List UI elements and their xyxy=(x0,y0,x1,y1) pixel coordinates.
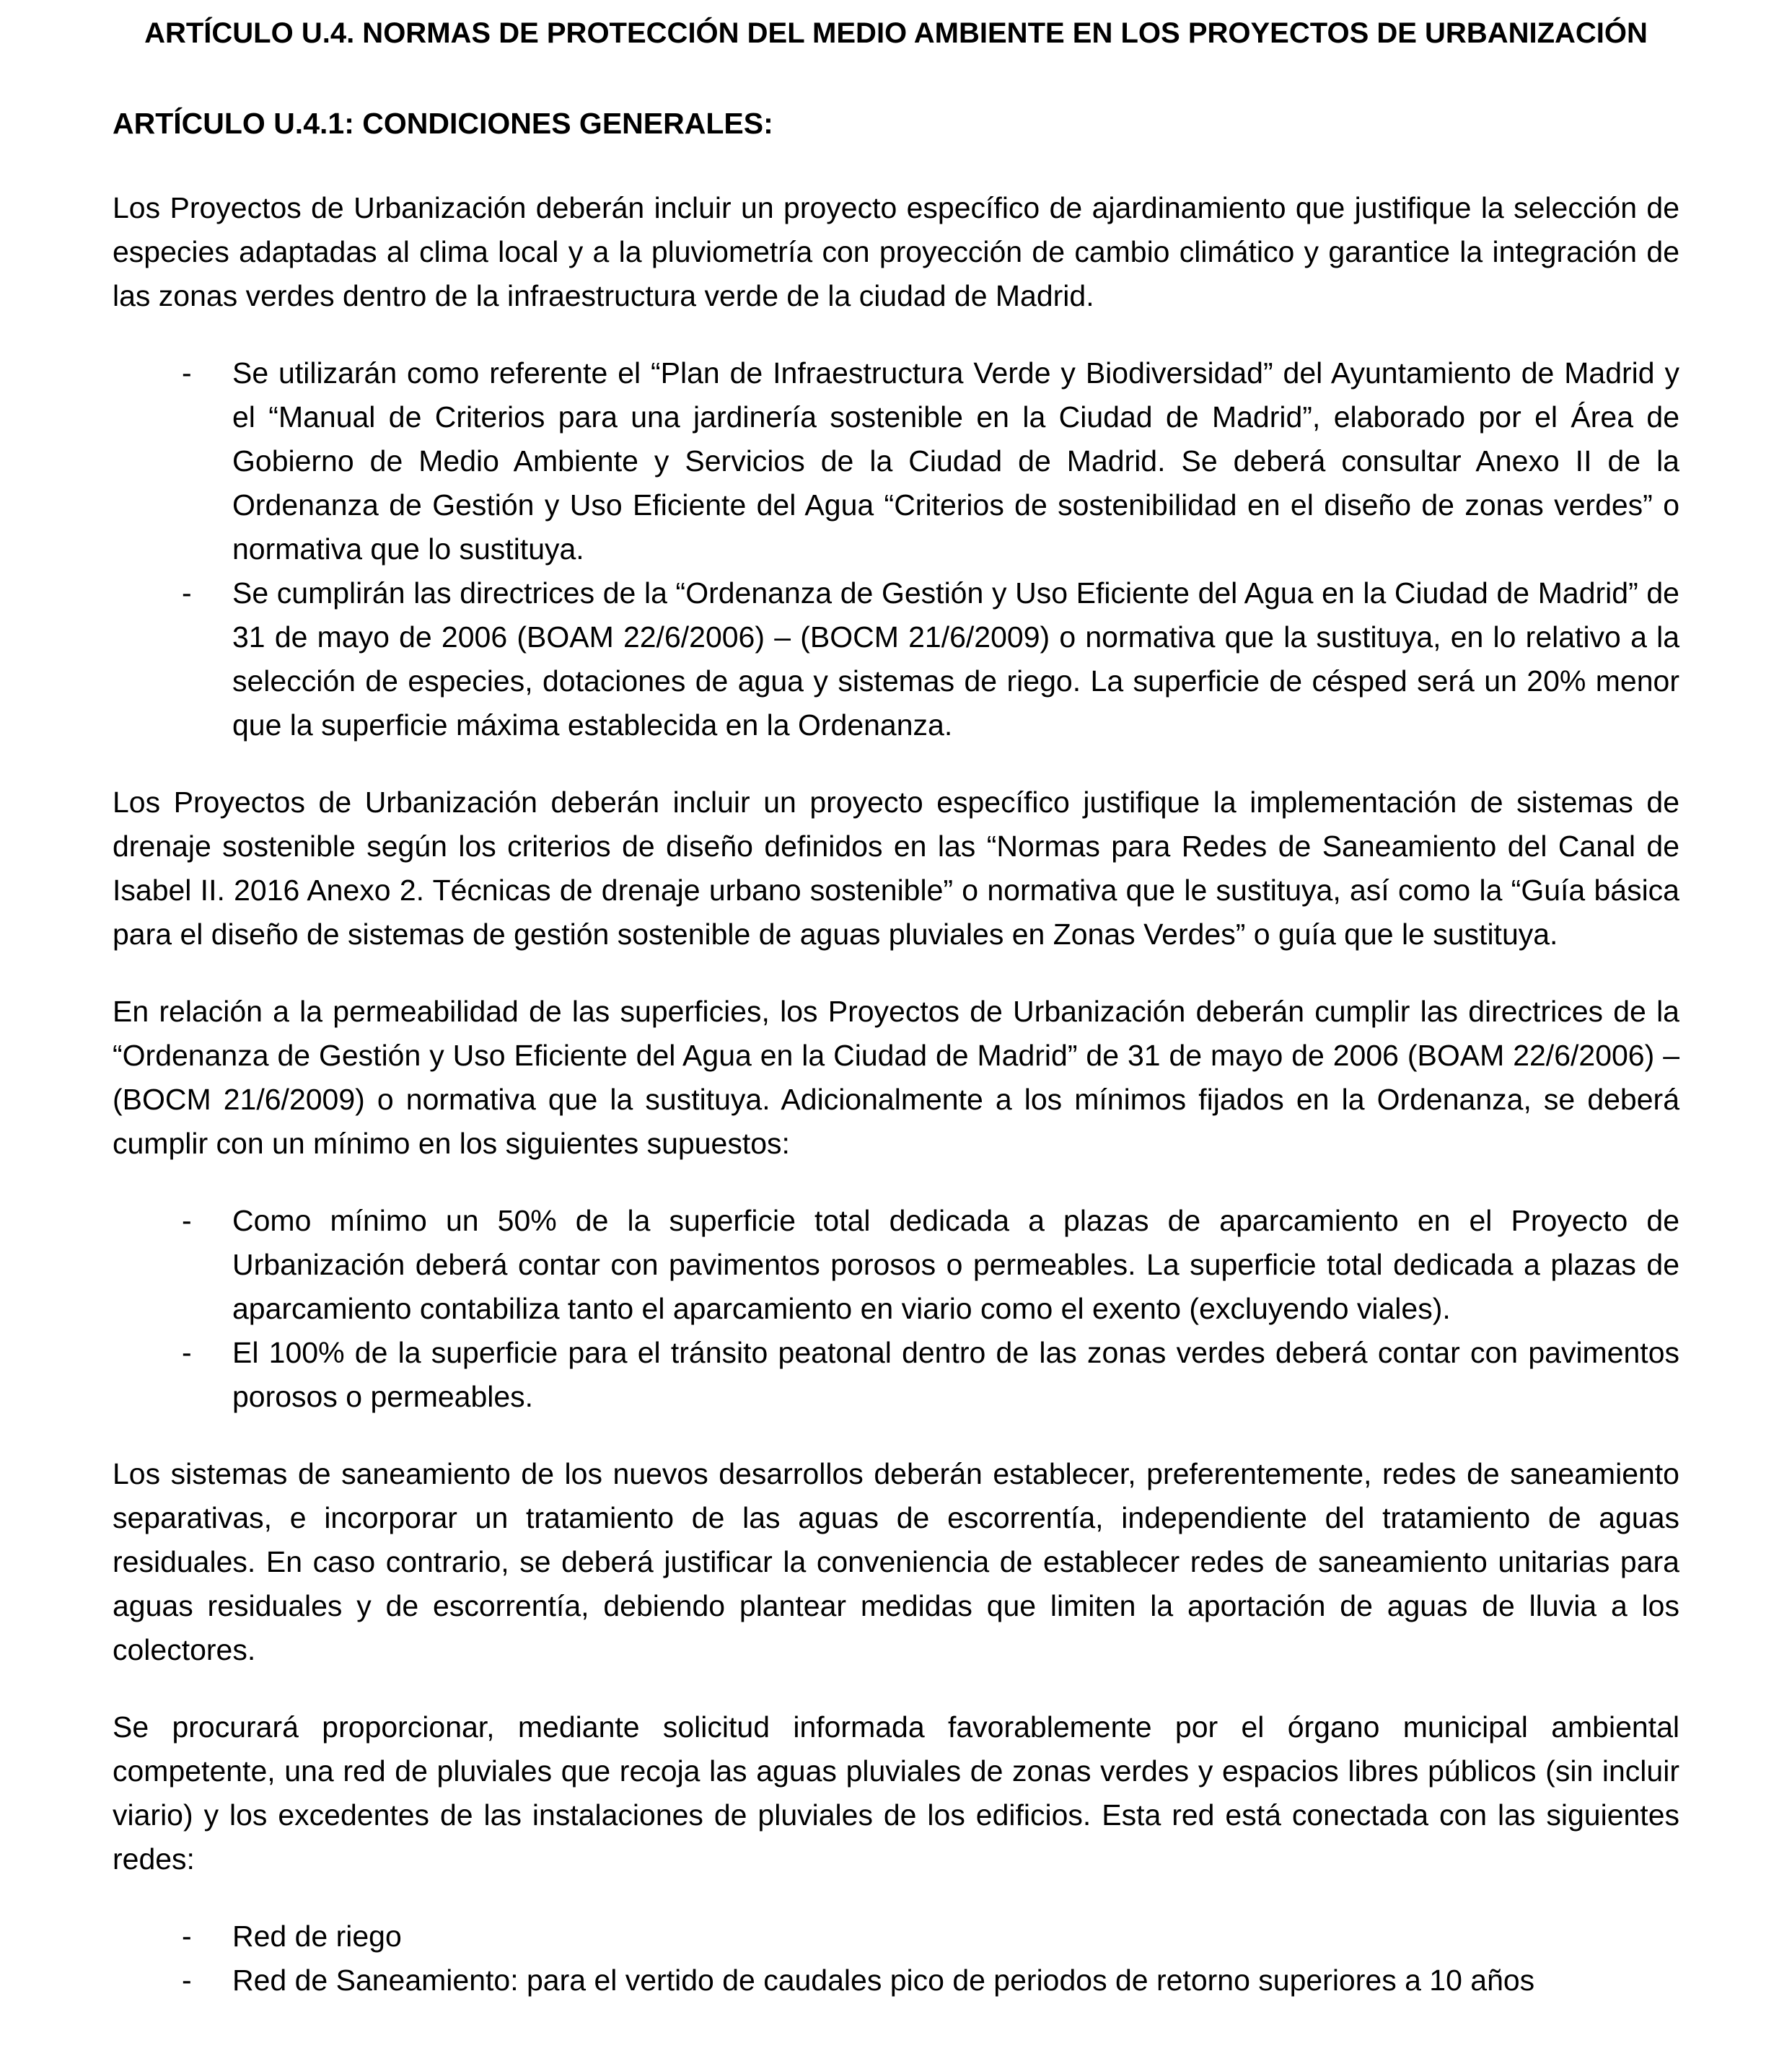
list-redes xyxy=(113,1915,1679,2003)
list-item-text: Red de Saneamiento: para el vertido de caudales pico de periodos de retorno superiores a 10 años xyxy=(232,1964,1535,1997)
list-supuestos xyxy=(113,1199,1679,1419)
list-item xyxy=(113,351,1679,571)
paragraph-ajardinamiento: Los Proyectos de Urbanización deberán incluir un proyecto específico de ajardinamiento que justifique la selección de especies adaptadas al clima local y a la pluviometría con proyección de cambio climático y garantice la integración de las zonas verdes dentro de la infraestructura verde de la ciudad de Madrid. xyxy=(113,191,1679,312)
document-title: ARTÍCULO U.4. NORMAS DE PROTECCIÓN DEL MEDIO AMBIENTE EN LOS PROYECTOS DE URBANIZACIÓN xyxy=(144,17,1648,49)
list-item-text: El 100% de la superficie para el tránsito peatonal dentro de las zonas verdes deberá contar con pavimentos porosos o permeables. xyxy=(232,1336,1679,1413)
dash-bullet: - xyxy=(182,1920,192,1953)
section-heading: ARTÍCULO U.4.1: CONDICIONES GENERALES: xyxy=(113,107,773,140)
list-referencias xyxy=(113,351,1679,747)
dash-bullet: - xyxy=(182,356,192,390)
list-item xyxy=(113,1199,1679,1331)
list-item-text: Red de riego xyxy=(232,1920,402,1953)
dash-bullet: - xyxy=(182,1204,192,1237)
dash-bullet: - xyxy=(182,576,192,610)
list-item xyxy=(113,571,1679,747)
list-item xyxy=(113,1915,1679,1959)
paragraph-permeabilidad: En relación a la permeabilidad de las superficies, los Proyectos de Urbanización deberán cumplir las directrices de la “Ordenanza de Gestión y Uso Eficiente del Agua en la Ciudad de Madrid” de 31 de mayo de 2006 (BOAM 22/6/2006) – (BOCM 21/6/2009) o normativa que la sustituya. Adicionalmente a los mínimos fijados en la Ordenanza, se deberá cumplir con un mínimo en los siguientes supuestos: xyxy=(113,995,1679,1160)
dash-bullet: - xyxy=(182,1336,192,1369)
paragraph-pluviales: Se procurará proporcionar, mediante solicitud informada favorablemente por el órgano municipal ambiental competente, una red de pluviales que recoja las aguas pluviales de zonas verdes y espacios libres públicos (sin incluir viario) y los excedentes de las instalaciones de pluviales de los edificios. Esta red está conectada con las siguientes redes: xyxy=(113,1710,1679,1876)
list-item-text: Se cumplirán las directrices de la “Ordenanza de Gestión y Uso Eficiente del Agua en la Ciudad de Madrid” de 31 de mayo de 2006 (BOAM 22/6/2006) – (BOCM 21/6/2009) o normativa que la sustituya, en lo relativo a la selección de especies, dotaciones de agua y sistemas de riego. La superficie de césped será un 20% menor que la superficie máxima establecida en la Ordenanza. xyxy=(232,576,1679,742)
paragraph-drenaje: Los Proyectos de Urbanización deberán incluir un proyecto específico justifique la implementación de sistemas de drenaje sostenible según los criterios de diseño definidos en las “Normas para Redes de Saneamiento del Canal de Isabel II. 2016 Anexo 2. Técnicas de drenaje urbano sostenible” o normativa que le sustituya, así como la “Guía básica para el diseño de sistemas de gestión sostenible de aguas pluviales en Zonas Verdes” o guía que le sustituya. xyxy=(113,786,1679,951)
dash-bullet: - xyxy=(182,1964,192,1997)
list-item-text: Se utilizarán como referente el “Plan de Infraestructura Verde y Biodiversidad” del Ayuntamiento de Madrid y el “Manual de Criterios para una jardinería sostenible en la Ciudad de Madrid”, elaborado por el Área de Gobierno de Medio Ambiente y Servicios de la Ciudad de Madrid. Se deberá consultar Anexo II de la Ordenanza de Gestión y Uso Eficiente del Agua “Criterios de sostenibilidad en el diseño de zonas verdes” o normativa que lo sustituya. xyxy=(232,356,1679,566)
list-item xyxy=(113,1959,1679,2003)
paragraph-saneamiento: Los sistemas de saneamiento de los nuevos desarrollos deberán establecer, preferentemente, redes de saneamiento separativas, e incorporar un tratamiento de las aguas de escorrentía, independiente del tratamiento de aguas residuales. En caso contrario, se deberá justificar la conveniencia de establecer redes de saneamiento unitarias para aguas residuales y de escorrentía, debiendo plantear medidas que limiten la aportación de aguas de lluvia a los colectores. xyxy=(113,1457,1679,1666)
list-item xyxy=(113,1331,1679,1419)
list-item-text: Como mínimo un 50% de la superficie total dedicada a plazas de aparcamiento en el Proyecto de Urbanización deberá contar con pavimentos porosos o permeables. La superficie total dedicada a plazas de aparcamiento contabiliza tanto el aparcamiento en viario como el exento (excluyendo viales). xyxy=(232,1204,1679,1325)
